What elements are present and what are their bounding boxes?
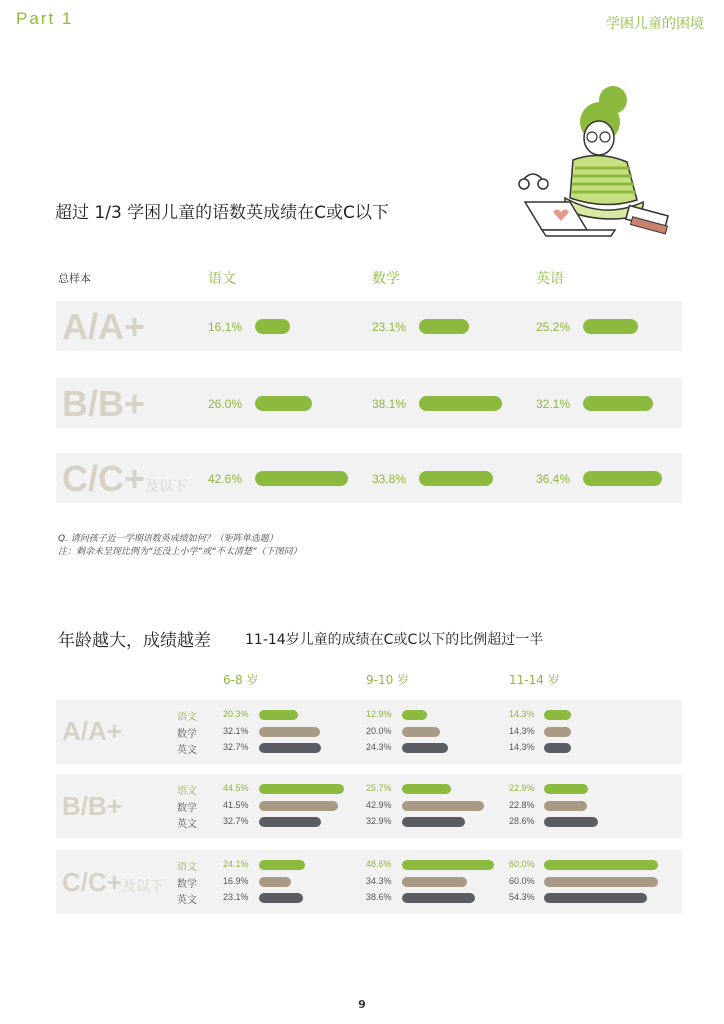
value-label: 48.6% (366, 859, 392, 869)
grade-label (62, 458, 187, 500)
value-label: 23.1% (223, 892, 249, 902)
value-label: 22.9% (509, 783, 535, 793)
value-label: 36.4% (536, 472, 571, 486)
bar (402, 710, 427, 720)
bar (583, 471, 662, 486)
bar (544, 727, 571, 737)
grade-suffix: 及以下 (145, 478, 188, 494)
value-label: 38.1% (372, 397, 407, 411)
bar (259, 817, 321, 827)
value-label: 24.1% (223, 859, 249, 869)
bar (402, 784, 451, 794)
age-header: 11-14 岁 (509, 673, 560, 687)
subject-label: 数学 (177, 802, 197, 814)
bar (544, 893, 647, 903)
value-label: 20.0% (366, 725, 392, 736)
subject-header-chinese: 语文 (208, 271, 236, 287)
value-label: 32.1% (536, 397, 571, 411)
value-label: 26.0% (208, 397, 243, 411)
survey-question-note: Q. 请问孩子近一学期语数英成绩如何？（矩阵单选题） (58, 534, 278, 544)
bar (402, 860, 494, 870)
grade-label: A/A+ (62, 716, 122, 746)
section-title: 学困儿童的困境 (606, 16, 704, 32)
bar (255, 396, 312, 411)
value-label: 42.9% (366, 799, 392, 810)
value-label: 60.0% (509, 859, 535, 869)
value-label: 44.5% (223, 783, 249, 793)
bar (544, 710, 571, 720)
subject-header-english: 英语 (536, 271, 564, 287)
subject-header-math: 数学 (372, 271, 400, 287)
bar (259, 893, 303, 903)
age-header: 6-8 岁 (223, 673, 259, 687)
value-label: 14.3% (509, 742, 535, 752)
value-label: 22.8% (509, 799, 535, 810)
part-label: Part 1 (16, 9, 74, 28)
bar (544, 801, 587, 811)
footnote: 注：剩余未呈现比例为“还没上小学”或“不太清楚”（下图同） (58, 547, 302, 557)
value-label: 32.7% (223, 742, 249, 752)
age-header: 9-10 岁 (366, 673, 410, 687)
subject-label: 语文 (177, 862, 197, 873)
bar (419, 319, 469, 334)
section2-subtitle: 11-14岁儿童的成绩在C或C以下的比例超过一半 (245, 632, 544, 648)
value-label: 12.9% (366, 709, 392, 719)
girl-studying-illustration (515, 80, 675, 245)
bar (259, 784, 344, 794)
value-label: 20.3% (223, 709, 249, 719)
value-label: 33.8% (372, 472, 407, 486)
bar (259, 727, 320, 737)
value-label: 32.9% (366, 816, 392, 826)
bar (544, 784, 588, 794)
value-label: 32.1% (223, 725, 249, 736)
subject-label: 语文 (177, 786, 197, 797)
grade-letter: C/C+ (62, 867, 122, 897)
bar (402, 801, 484, 811)
subject-label: 数学 (177, 728, 197, 740)
value-label: 25.7% (366, 783, 392, 793)
bar (259, 877, 291, 887)
bar (544, 817, 598, 827)
bar (402, 727, 440, 737)
bar (259, 860, 305, 870)
subject-label: 数学 (177, 878, 197, 890)
bar (402, 893, 475, 903)
grade-label: B/B+ (62, 383, 146, 424)
bar (402, 743, 448, 753)
section2-title: 年龄越大，成绩越差 (58, 631, 211, 651)
value-label: 32.7% (223, 816, 249, 826)
grade-label (62, 867, 164, 898)
bar (259, 743, 321, 753)
bar (419, 396, 502, 411)
value-label: 54.3% (509, 892, 535, 902)
page-number: 9 (358, 998, 366, 1011)
value-label: 25.2% (536, 320, 571, 334)
subject-label: 语文 (177, 712, 197, 723)
grade-label: B/B+ (62, 791, 122, 821)
bar (419, 471, 493, 486)
bar (583, 396, 653, 411)
bar (544, 743, 571, 753)
bar (583, 319, 638, 334)
bar (402, 817, 465, 827)
bar (259, 801, 338, 811)
value-label: 14.3% (509, 725, 535, 736)
subject-label: 英文 (177, 819, 197, 830)
value-label: 28.6% (509, 816, 535, 826)
value-label: 14.3% (509, 709, 535, 719)
value-label: 23.1% (372, 320, 407, 334)
value-label: 24.3% (366, 742, 392, 752)
bar (402, 877, 467, 887)
bar (544, 860, 658, 870)
value-label: 60.0% (509, 875, 535, 886)
subject-label: 英文 (177, 745, 197, 756)
value-label: 38.6% (366, 892, 392, 902)
grade-letter: C/C+ (62, 458, 146, 499)
section1-title: 超过 1/3 学困儿童的语数英成绩在C或C以下 (55, 203, 389, 223)
bar (544, 877, 658, 887)
value-label: 16.9% (223, 875, 249, 886)
bar (255, 471, 348, 486)
bar (259, 710, 298, 720)
value-label: 16.1% (208, 320, 243, 334)
value-label: 34.3% (366, 875, 392, 886)
bar (255, 319, 290, 334)
grade-label: A/A+ (62, 306, 146, 347)
sample-label: 总样本 (58, 272, 91, 285)
value-label: 42.6% (208, 472, 243, 486)
subject-label: 英文 (177, 895, 197, 906)
grade-suffix: 及以下 (121, 878, 164, 894)
value-label: 41.5% (223, 799, 249, 810)
